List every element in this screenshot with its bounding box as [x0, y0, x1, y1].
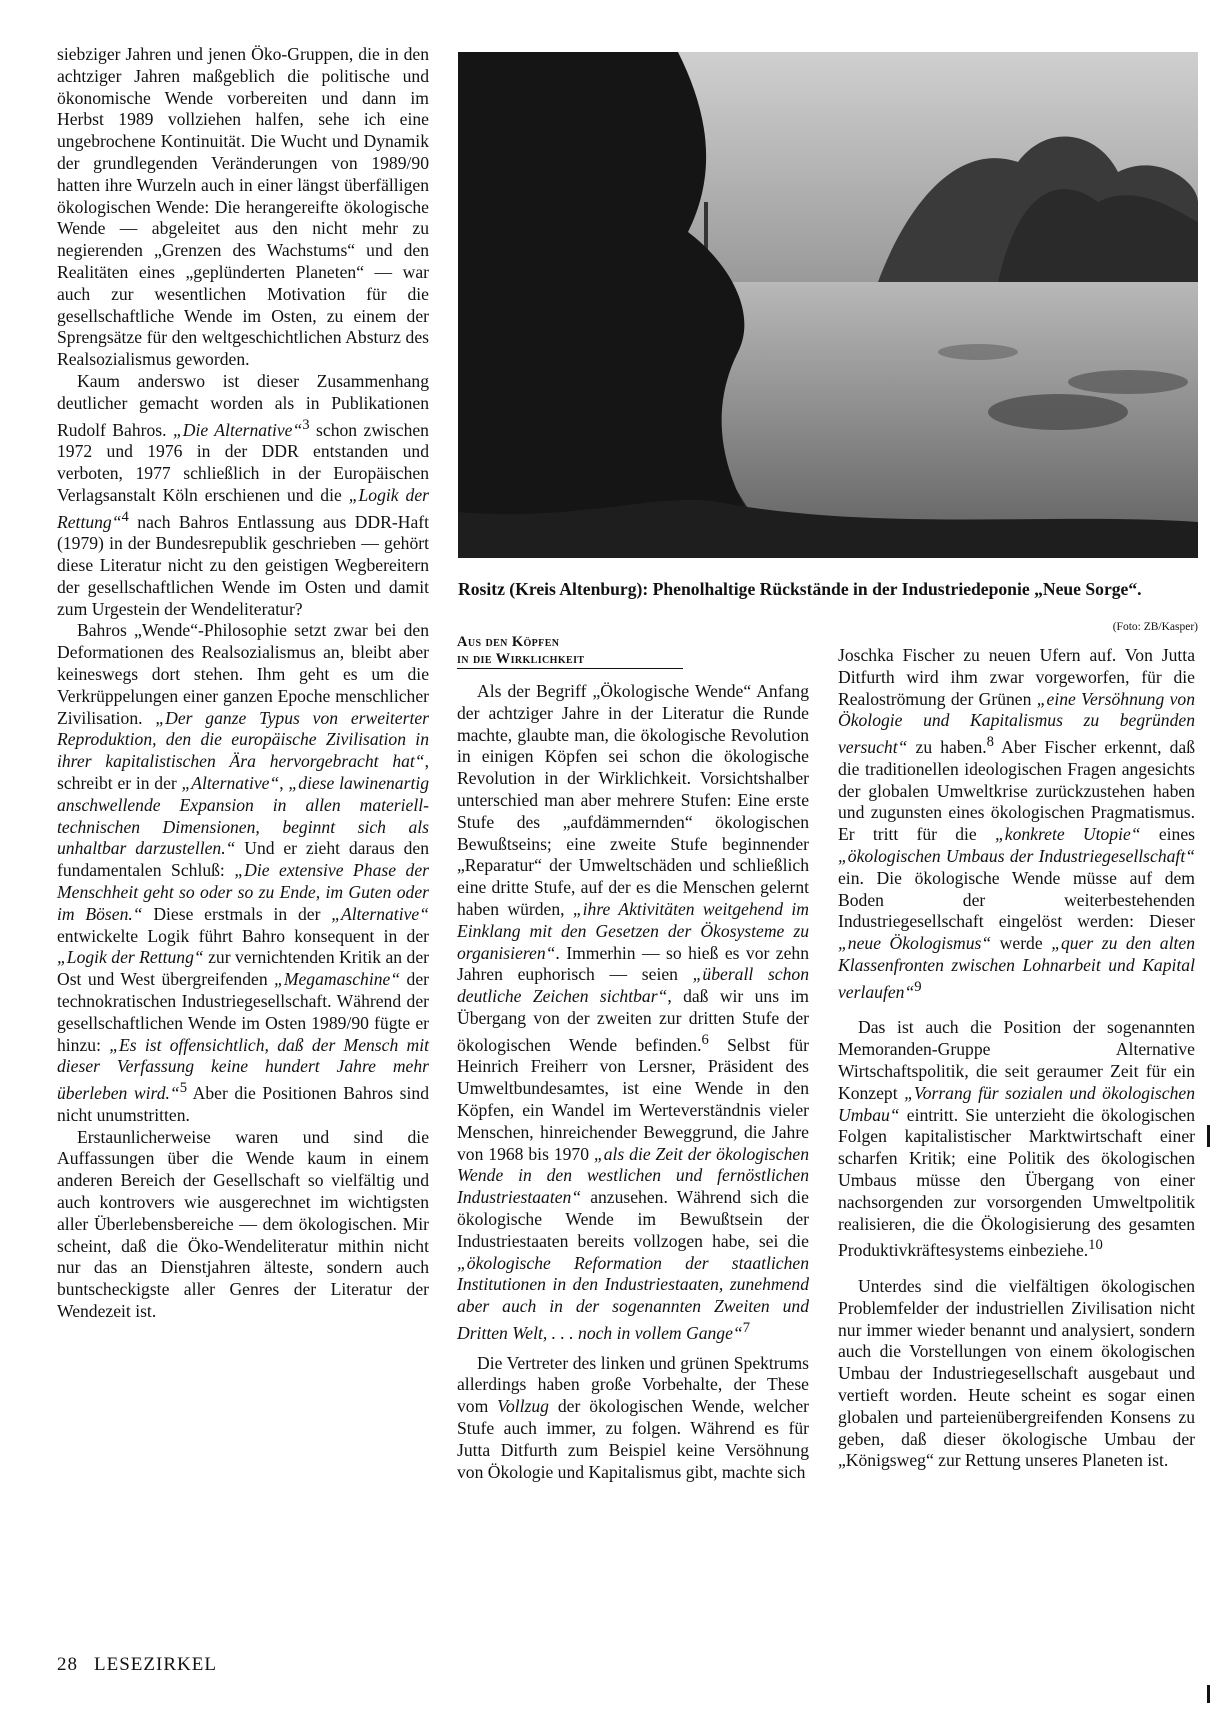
- paragraph: Joschka Fischer zu neuen Ufern auf. Von Jutta Ditfurth wird ihm zwar vorgeworfen, für die Realoströmung der Grünen „eine Versöhnung von Ökologie und Kapitalismus zu begründen versucht“ zu haben.$^8$ Aber Fischer erkennt, daß die traditionellen ideologischen Fragen angesichts der globalen Umweltkrise zurückzustehen haben und zugunsten eines ökologischen Pragmatismus. Er tritt für die „konkrete Utopie“ eines „ökologischen Umbaus der Industriegesellschaft“ ein. Die ökologische Wende müsse auf dem Boden der weiterbestehenden Industriegesellschaft eingelöst werden: Dieser „neue Ökologismus“ werde „quer zu den alten Klassenfronten zwischen Lohnarbeit und Kapital verlaufen“$^9$: [838, 645, 1195, 1002]
- photo-caption: Rositz (Kreis Altenburg): Phenolhaltige Rückstände in der Industriedeponie „Neue Sorge“.: [458, 579, 1142, 599]
- text-column-right: [838, 645, 1195, 1472]
- paragraph: Unterdes sind die vielfältigen ökologischen Problemfelder der industriellen Zivilisation nicht nur immer wieder benannt und analysiert, sondern auch die Vorstellungen von einem ökologischen Umbau der Industriegesellschaft ausgebaut und vertieft worden. Heute scheint es sogar einen globalen und parteienübergreifenden Konsens zu geben, daß dieser ökologische Umbau der „Königsweg“ zur Rettung unseres Planeten ist.: [838, 1276, 1195, 1471]
- photo-credit: (Foto: ZB/Kasper): [1112, 621, 1198, 633]
- heading-line: in die Wirklichkeit: [457, 650, 585, 667]
- paragraph: Bahros „Wende“-Philosophie setzt zwar bei den Deformationen des Realsozialismus an, bleibt aber keineswegs dort stehen. Ihm geht es um die Verkrüppelungen einer ganzen Epoche menschlicher Zivilisation. „Der ganze Typus von erweiterter Reproduktion, den die europäische Zivilisation in ihrer kapitalistischen Ära hervorgebracht hat“, schreibt er in der „Alternative“, „diese lawinenartig anschwellende Expansion in allen materiell-technischen Dimensionen, beginnt sich als unhaltbar darzustellen.“ Und er zieht daraus den fundamentalen Schluß: „Die extensive Phase der Menschheit geht so oder so zu Ende, im Guten oder im Bösen.“ Diese erstmals in der „Alternative“ entwickelte Logik führt Bahro konsequent in der „Logik der Rettung“ zur vernichtenden Kritik an der Ost und West übergreifenden „Megamaschine“ der technokratischen Industriegesellschaft. Während der gesellschaftlichen Wende im Osten 1989/90 fügte er hinzu: „Es ist offensichtlich, daß der Mensch mit dieser Verfassung keine hundert Jahre mehr überleben wird.“$^5$ Aber die Positionen Bahros sind nicht unumstritten.: [57, 620, 430, 1125]
- paragraph: Erstaunlicherweise waren und sind die Auffassungen über die Wende kaum in einem anderen Bereich der Gesellschaft so vielfältig und auch kontrovers wie ausgerechnet im wichtigsten aller Überlebensbereiche — dem ökologischen. Mir scheint, daß die Öko-Wendeliteratur mithin nicht nur das an Dienstjahren älteste, sondern auch buntscheckigste aller Genres der Literatur der Wendezeit ist.: [57, 1126, 429, 1321]
- page-number: 28: [57, 1654, 78, 1675]
- paragraph: Als der Begriff „Ökologische Wende“ Anfang der achtziger Jahre in der Literatur die Runde machte, glaubte man, die ökologische Revolution in einigen Köpfen sei schon die ökologische Revolution in der Wirklichkeit. Vorsichtshalber unterschied man aber mehrere Stufen: Eine erste Stufe des „aufdämmernden“ ökologischen Bewußtseins; eine zweite Stufe beginnender „Reparatur“ der Umweltschäden und schließlich eine dritte Stufe, auf der es die Menschen gelernt haben würden, „ihre Aktivitäten weitgehend im Einklang mit den Gesetzen der Ökosysteme zu organisieren“. Immerhin — so hieß es vor zehn Jahren euphorisch — seien „überall schon deutliche Zeichen sichtbar“, daß wir uns im Übergang von der zweiten zur dritten Stufe der ökologischen Wende befinden.$^6$ Selbst für Heinrich Freiherr von Lersner, Präsident des Umweltbundesamtes, ist eine Wende in den Köpfen, ein Wandel im Werteverständnis vieler Menschen, hinreichender Beweggrund, die Jahre von 1968 bis 1970 „als die Zeit der ökologischen Wende in den westlichen und fernöstlichen Industriestaaten“ anzusehen. Während sich die ökologische Wende im Bewußtsein der Industriestaaten bereits vollzogen habe, sei die „ökologische Reformation der staatlichen Institutionen in den Industriestaaten, zunehmend aber auch in der sogenannten Zweiten und Dritten Welt, . . . noch in vollem Gange“$^7$: [457, 681, 810, 1343]
- paragraph: Kaum anderswo ist dieser Zusammenhang deutlicher gemacht worden als in Publikationen Rudolf Bahros. „Die Alternative“$^3$ schon zwischen 1972 und 1976 in der DDR entstanden und verboten, 1977 schließlich in der Europäischen Verlagsanstalt Köln erschienen und die „Logik der Rettung“$^4$ nach Bahros Entlassung aus DDR-Haft (1979) in der Bundesrepublik geschrieben — gehört diese Literatur nicht zu den geistigen Wegbereitern der gesellschaftlichen Wende im Osten und damit zum Urgestein der Wendeliteratur?: [57, 370, 429, 619]
- heading-line: Aus den Köpfen: [457, 634, 560, 650]
- paragraph: siebziger Jahren und jenen Öko-Gruppen, die in den achtziger Jahren maßgeblich die politische und ökonomische Wende vorbereiten und dann im Herbst 1989 vollziehen halfen, sehe ich eine ungebrochene Kontinuität. Die Wucht und Dynamik der grundlegenden Veränderungen von 1989/90 hatten ihre Wurzeln auch in einer längst überfälligen ökologischen Wende: Die herangereifte ökologische Wende — abgeleitet aus den nicht mehr zu negierenden „Grenzen des Wachstums“ und den Realitäten eines „geplünderten Planeten“ — war auch zur wesentlichen Motivation für die gesellschaftliche Wende im Osten, zu einem der Sprengsätze für den weltgeschichtlichen Absturz des Realsozialismus geworden.: [57, 44, 429, 370]
- margin-mark: [1207, 1125, 1210, 1147]
- page-footer: [57, 1654, 217, 1676]
- text-column-middle: [457, 681, 809, 1483]
- photo-industrial-landfill: [458, 52, 1198, 558]
- magazine-title: LESEZIRKEL: [94, 1654, 217, 1675]
- section-heading: [457, 634, 683, 669]
- text-column-left: [57, 44, 429, 1323]
- margin-mark: [1207, 1685, 1210, 1703]
- paragraph: Das ist auch die Position der sogenannten Memoranden-Gruppe Alternative Wirtschaftspolitik, die seit geraumer Zeit für ein Konzept „Vorrang für sozialen und ökologischen Umbau“ eintritt. Sie unterzieht die ökologischen Folgen kapitalistischer Marktwirtschaft einer scharfen Kritik; eine Politik des ökologischen Umbaus müsse den Übergang von einer nachsorgenden zur vorsorgenden Umweltpolitik realisieren, die die Ökologisierung des gesamten Produktivkräftesystems einbeziehe.$^{10}$: [838, 1017, 1195, 1261]
- paragraph: Die Vertreter des linken und grünen Spektrums allerdings haben große Vorbehalte, der These vom Vollzug der ökologischen Wende, welcher Stufe auch immer, zu folgen. Während es für Jutta Ditfurth zum Beispiel keine Versöhnung von Ökologie und Kapitalismus gibt, machte sich: [457, 1352, 809, 1482]
